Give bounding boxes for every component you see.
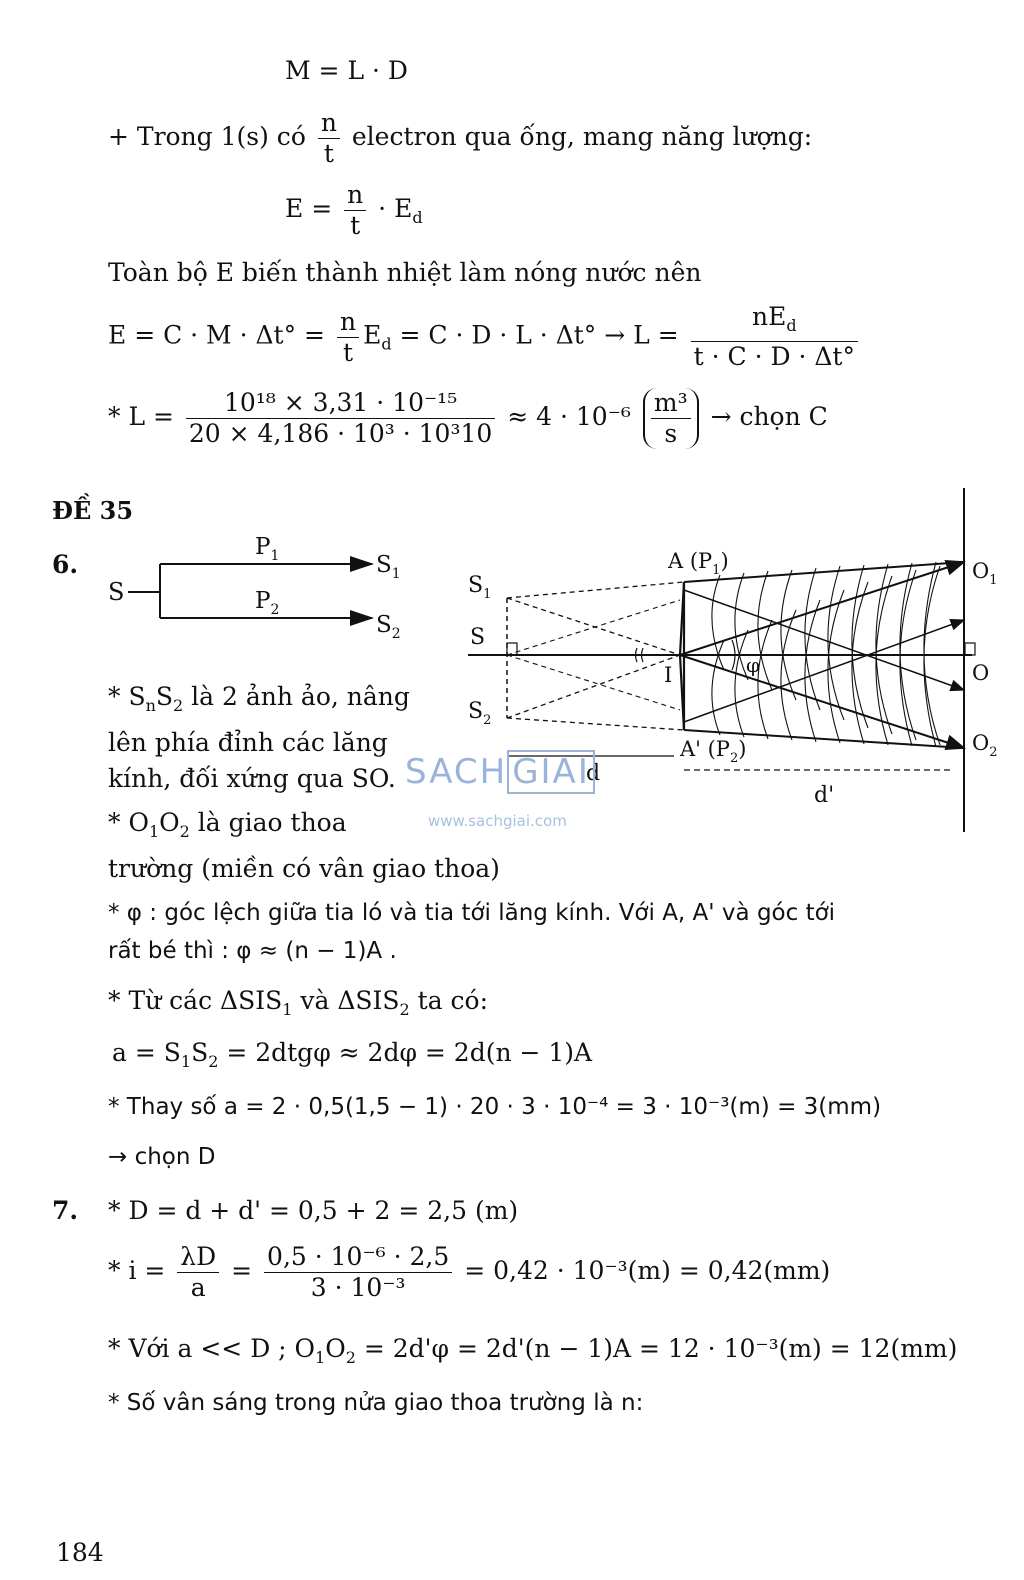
q6-para-1-line-1: * $S_nS_2$ là 2 ảnh ảo, nâng	[108, 682, 410, 715]
q6-para-6: * Thay số a = 2 · 0,5(1,5 − 1) · 20 · 3 · 10⁻⁴ = 3 · 10⁻³(m) = 3(mm)	[108, 1094, 882, 1120]
formula-l-value: * L = $\frac{\text{10¹⁸ × 3,31 · 10⁻¹⁵}}{\text{20 × 4,186 · 10³ · 10³10}}$ ≈ 4 · 10⁻⁶ $\frac{\text{m³}}{s}$ → chọn C	[108, 388, 828, 448]
dashed-ray-1	[507, 582, 684, 598]
beam-split-diagram	[100, 530, 420, 645]
section-title: ĐỀ 35	[52, 496, 134, 525]
fraction-heat-n-t: $\frac{n}{t}$	[337, 307, 359, 368]
right-angle-o	[965, 643, 975, 655]
label-s2: $S_2$	[468, 699, 492, 728]
right-angle-s	[507, 643, 517, 655]
q6-para-3-line-2: rất bé thì : φ ≈ (n − 1)A .	[108, 938, 397, 964]
formula-e: E = $\frac{n}{t}$ · $E_d$	[285, 180, 423, 240]
question-number-7: 7.	[52, 1196, 79, 1225]
q6-para-2-line-1: * $O_1O_2$ là giao thoa	[108, 808, 347, 841]
unit-paren: $\frac{\text{m³}}{s}$	[643, 388, 699, 449]
q6-para-1-line-2: lên phía đỉnh các lăng	[108, 728, 388, 757]
text-toan-bo: Toàn bộ E biến thành nhiệt làm nóng nước nên	[108, 258, 702, 287]
label-o2: $O_2$	[972, 731, 998, 760]
label-i: I	[664, 663, 673, 687]
q7-line-2: * i = $\frac{\lambda D}{a}$ = $\frac{\text{0,5 · 10⁻⁶ · 2,5}}{\text{3 · 10⁻³}}$ = 0,42 · 10⁻³(m) = 0,42(mm)	[108, 1242, 831, 1302]
fraction-l-value: $\frac{\text{10¹⁸ × 3,31 · 10⁻¹⁵}}{\text{20 × 4,186 · 10³ · 10³10}}$	[186, 388, 495, 449]
label-s1: $S_1$	[468, 573, 492, 602]
dashed-ray-4	[507, 655, 680, 718]
q6-para-1-line-3: kính, đối xứng qua SO.	[108, 764, 396, 793]
dashed-ray-3	[507, 718, 684, 730]
page-number: 184	[56, 1538, 104, 1567]
ray-bottom-upper	[680, 655, 964, 748]
q6-para-4: * Từ các $\Delta SIS_1$ và $\Delta SIS_2$ ta có:	[108, 986, 489, 1019]
watermark-url: www.sachgiai.com	[428, 812, 567, 830]
label-s-small: S	[108, 578, 125, 606]
q6-para-3-line-1: * φ : góc lệch giữa tia ló và tia tới lăng kính. Với A, A' và góc tới	[108, 900, 836, 926]
q7-line-1: * D = d + d' = 0,5 + 2 = 2,5 (m)	[108, 1196, 519, 1225]
fraction-lambda-d-a: $\frac{\lambda D}{a}$	[177, 1242, 219, 1303]
label-o1: $O_1$	[972, 559, 998, 588]
formula-m: M = L · D	[285, 56, 408, 85]
label-phi: φ	[746, 653, 761, 677]
label-d: d	[586, 761, 601, 786]
label-d-prime: d'	[814, 783, 835, 808]
formula-trong: + Trong 1(s) có $\frac{n}{t}$ electron qua ống, mang năng lượng:	[108, 108, 813, 168]
label-a-prime-p2: A' $(P_2)$	[680, 737, 747, 766]
watermark-brand: SACH GIAI	[405, 752, 595, 792]
fraction-i-value: $\frac{\text{0,5 · 10⁻⁶ · 2,5}}{\text{3 · 10⁻³}}$	[264, 1242, 452, 1303]
q7-line-3: * Với a << D ; $O_1O_2 = 2d'\varphi = 2d'(n - 1)A = 12 \cdot 10^{-3}(m) = 12(mm)$	[108, 1334, 958, 1367]
q6-para-2-line-2: trường (miền có vân giao thoa)	[108, 854, 500, 883]
label-s: S	[470, 625, 486, 650]
dashed-ray-6	[507, 655, 680, 710]
fraction-n-t: $\frac{n}{t}$	[318, 108, 340, 169]
formula-heat: E = C · M · Δt° = $\frac{n}{t}$ $E_d = C \cdot D \cdot L \cdot \Delta t^\circ \to L$ = $\frac{nE_d}{t \cdot C \cdot D \cdot \Delta t^\circ}$	[108, 302, 862, 372]
question-number-6: 6.	[52, 550, 79, 579]
fraction-l: $\frac{nE_d}{t \cdot C \cdot D \cdot \Delta t^\circ}$	[691, 302, 858, 372]
label-p2-small: $P_2$	[255, 588, 280, 618]
label-a-p1: A $(P_1)$	[668, 549, 729, 578]
q6-answer: → chọn D	[108, 1144, 216, 1170]
q6-para-5: $a = S_1S_2 = 2dtg\varphi \approx 2d\varphi = 2d(n - 1)A$	[112, 1038, 593, 1071]
label-p1-small: $P_1$	[255, 534, 280, 564]
label-s2-small: $S_2$	[376, 612, 401, 642]
fraction-e-n-t: $\frac{n}{t}$	[344, 180, 366, 241]
label-o: O	[972, 661, 990, 685]
label-s1-small: $S_1$	[376, 552, 401, 582]
ray-top-lower	[680, 562, 964, 655]
q7-line-4: * Số vân sáng trong nửa giao thoa trường là n:	[108, 1390, 644, 1416]
